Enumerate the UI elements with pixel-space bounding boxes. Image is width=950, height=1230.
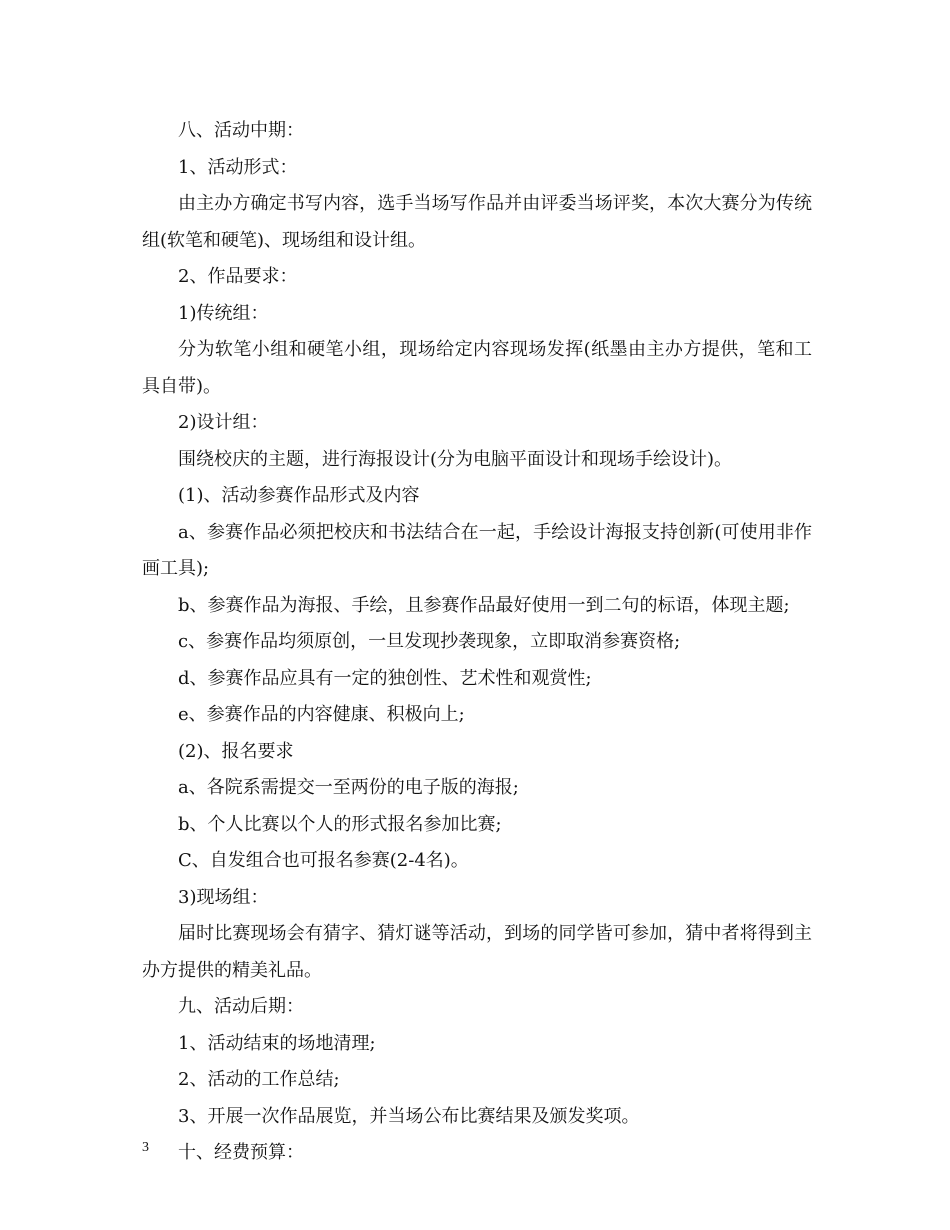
section-heading-phase-late: 九、活动后期： <box>178 996 304 1017</box>
list-item-entry-a: a、参赛作品必须把校庆和书法结合在一起，手绘设计海报支持创新(可使用非作画工具); <box>142 521 812 579</box>
section-heading-phase-middle: 八、活动中期： <box>178 120 304 141</box>
list-item-entry-e: e、参赛作品的内容健康、积极向上; <box>178 704 465 725</box>
subheading-onsite-group: 3)现场组： <box>178 886 269 908</box>
paragraph-activity-format: 由主办方确定书写内容，选手当场写作品并由评委当场评奖，本次大赛分为传统组(软笔和硬笔)、现场组和设计组。 <box>142 193 812 251</box>
list-item-late-1: 1、活动结束的场地清理; <box>178 1032 376 1054</box>
subheading-work-requirements: 2、作品要求： <box>178 266 298 287</box>
list-item-registration-b: b、个人比赛以个人的形式报名参加比赛; <box>178 813 502 835</box>
list-item-late-2: 2、活动的工作总结; <box>178 1069 340 1090</box>
paragraph-traditional-group: 分为软笔小组和硬笔小组，现场给定内容现场发挥(纸墨由主办方提供，笔和工具自带)。 <box>142 339 812 397</box>
list-item-entry-d: d、参赛作品应具有一定的独创性、艺术性和观赏性; <box>178 667 592 689</box>
section-heading-budget: 十、经费预算： <box>178 1142 304 1163</box>
subheading-traditional-group: 1)传统组： <box>178 302 269 324</box>
document-body <box>142 113 812 1172</box>
subheading-design-group: 2)设计组： <box>178 412 269 433</box>
paragraph-onsite-group: 届时比赛现场会有猜字、猜灯谜等活动，到场的同学皆可参加，猜中者将得到主办方提供的精美礼品。 <box>142 923 812 981</box>
list-item-entry-b: b、参赛作品为海报、手绘，且参赛作品最好使用一到二句的标语，体现主题; <box>178 594 790 616</box>
list-item-late-3: 3、开展一次作品展览，并当场公布比赛结果及颁发奖项。 <box>178 1105 640 1127</box>
list-item-registration-c: C、自发组合也可报名参赛(2-4名)。 <box>178 850 469 871</box>
list-item-registration-a: a、各院系需提交一至两份的电子版的海报; <box>178 777 519 798</box>
subheading-registration: (2)、报名要求 <box>178 740 294 762</box>
paragraph-design-group: 围绕校庆的主题，进行海报设计(分为电脑平面设计和现场手绘设计)。 <box>178 448 733 470</box>
subheading-activity-format: 1、活动形式： <box>178 156 298 178</box>
subheading-entry-format: (1)、活动参赛作品形式及内容 <box>178 485 420 506</box>
list-item-entry-c: c、参赛作品均须原创，一旦发现抄袭现象，立即取消参赛资格; <box>178 631 681 652</box>
page-number: 3 <box>142 1140 149 1155</box>
